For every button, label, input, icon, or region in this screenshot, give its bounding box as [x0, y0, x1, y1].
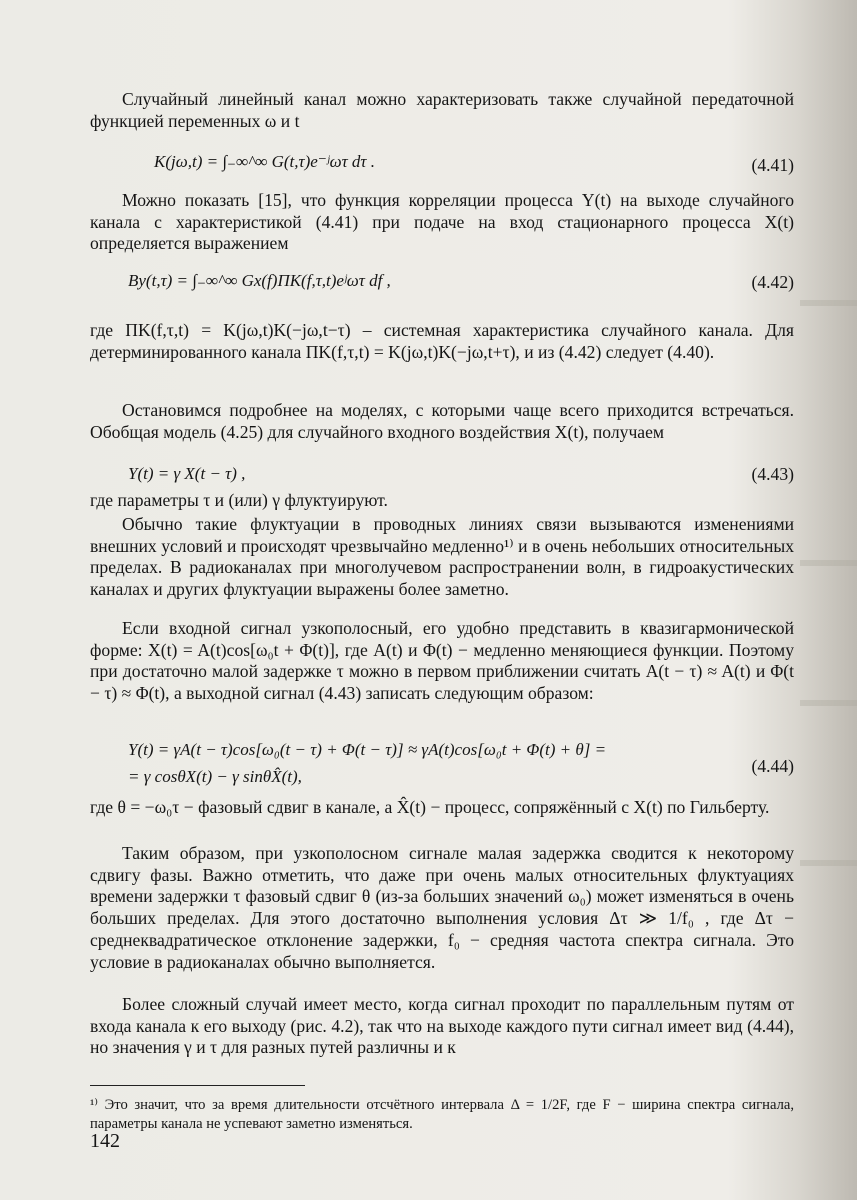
bleed-through-mark	[800, 300, 857, 306]
page-number: 142	[90, 1130, 120, 1152]
paragraph-2: Можно показать [15], что функция корреляции процесса Y(t) на выходе случайного канала с характеристикой (4.41) при подаче на вход стационарного процесса X(t) определяется выражением	[90, 190, 794, 254]
equation-4-43: Y(t) = γ X(t − τ) ,	[128, 464, 246, 483]
equation-4-44-line-1: Y(t) = γA(t − τ)cos[ω₀(t − τ) + Φ(t − τ)] ≈ γA(t)cos[ω₀t + Φ(t) + θ] =	[128, 740, 607, 759]
paragraph-7: Если входной сигнал узкополосный, его удобно представить в квазигармонической форме: X(t) = A(t)cos[ω₀t + Φ(t)], где A(t) и Φ(t) − медленно меняющиеся функции. Поэтому при достаточно малой задержке τ можно в первом приближении считать A(t − τ) ≈ A(t) и Φ(t − τ) ≈ Φ(t), а выходной сигнал (4.43) записать следующим образом:	[90, 618, 794, 704]
paragraph-9: Таким образом, при узкополосном сигнале малая задержка сводится к некоторому сдвигу фазы. Важно отметить, что даже при очень малых относительных флуктуациях времени задержки τ фазовый сдвиг θ (из-за больших значений ω₀) может изменяться в очень больших пределах. Для этого достаточно выполнения условия Δτ ≫ 1/f₀ , где Δτ − среднеквадратическое отклонение задержки, f₀ − средняя частота спектра сигнала. Это условие в радиоканалах обычно выполняется.	[90, 843, 794, 972]
bleed-through-mark	[800, 860, 857, 866]
equation-4-42: By(t,τ) = ∫₋∞^∞ Gx(f)ΠK(f,τ,t)eʲωτ df ,	[128, 271, 391, 290]
paragraph-1: Случайный линейный канал можно характеризовать также случайной передаточной функцией переменных ω и t	[90, 89, 794, 131]
paragraph-8: где θ = −ω₀τ − фазовый сдвиг в канале, а X̂(t) − процесс, сопряжённый с X(t) по Гильберту.	[90, 797, 770, 817]
equation-number-4-44: (4.44)	[751, 756, 794, 776]
equation-number-4-42: (4.42)	[751, 272, 794, 292]
equation-4-41: K(jω,t) = ∫₋∞^∞ G(t,τ)e⁻ʲωτ dτ .	[154, 152, 376, 171]
paragraph-6: Обычно такие флуктуации в проводных линиях связи вызываются изменениями внешних условий и происходят чрезвычайно медленно¹⁾ и в очень небольших относительных пределах. В радиоканалах при многолучевом распространении волн, в гидроакустических каналах и других флуктуации выражены более заметно.	[90, 514, 794, 600]
bleed-through-mark	[800, 560, 857, 566]
equation-4-44-line-2: = γ cosθX(t) − γ sinθX̂(t),	[128, 767, 302, 786]
equation-number-4-43: (4.43)	[751, 464, 794, 484]
equation-number-4-41: (4.41)	[751, 155, 794, 175]
bleed-through-mark	[800, 700, 857, 706]
paragraph-3: где ΠK(f,τ,t) = K(jω,t)K(−jω,t−τ) – системная характеристика случайного канала. Для детерминированного канала ΠK(f,τ,t) = K(jω,t)K(−jω,t+τ), и из (4.42) следует (4.40).	[90, 320, 794, 362]
paragraph-10: Более сложный случай имеет место, когда сигнал проходит по параллельным путям от входа канала к его выходу (рис. 4.2), так что на выходе каждого пути сигнал имеет вид (4.44), но значения γ и τ для разных путей различны и к	[90, 994, 794, 1058]
paragraph-5: где параметры τ и (или) γ флуктуируют.	[90, 490, 388, 510]
footnote: ¹⁾ Это значит, что за время длительности отсчётного интервала Δ = 1/2F, где F − ширина спектра сигнала, параметры канала не успевают заметно изменяться.	[90, 1097, 794, 1132]
footnote-divider	[90, 1085, 305, 1086]
paragraph-4: Остановимся подробнее на моделях, с которыми чаще всего приходится встречаться. Обобщая модель (4.25) для случайного входного воздействия X(t), получаем	[90, 400, 794, 442]
